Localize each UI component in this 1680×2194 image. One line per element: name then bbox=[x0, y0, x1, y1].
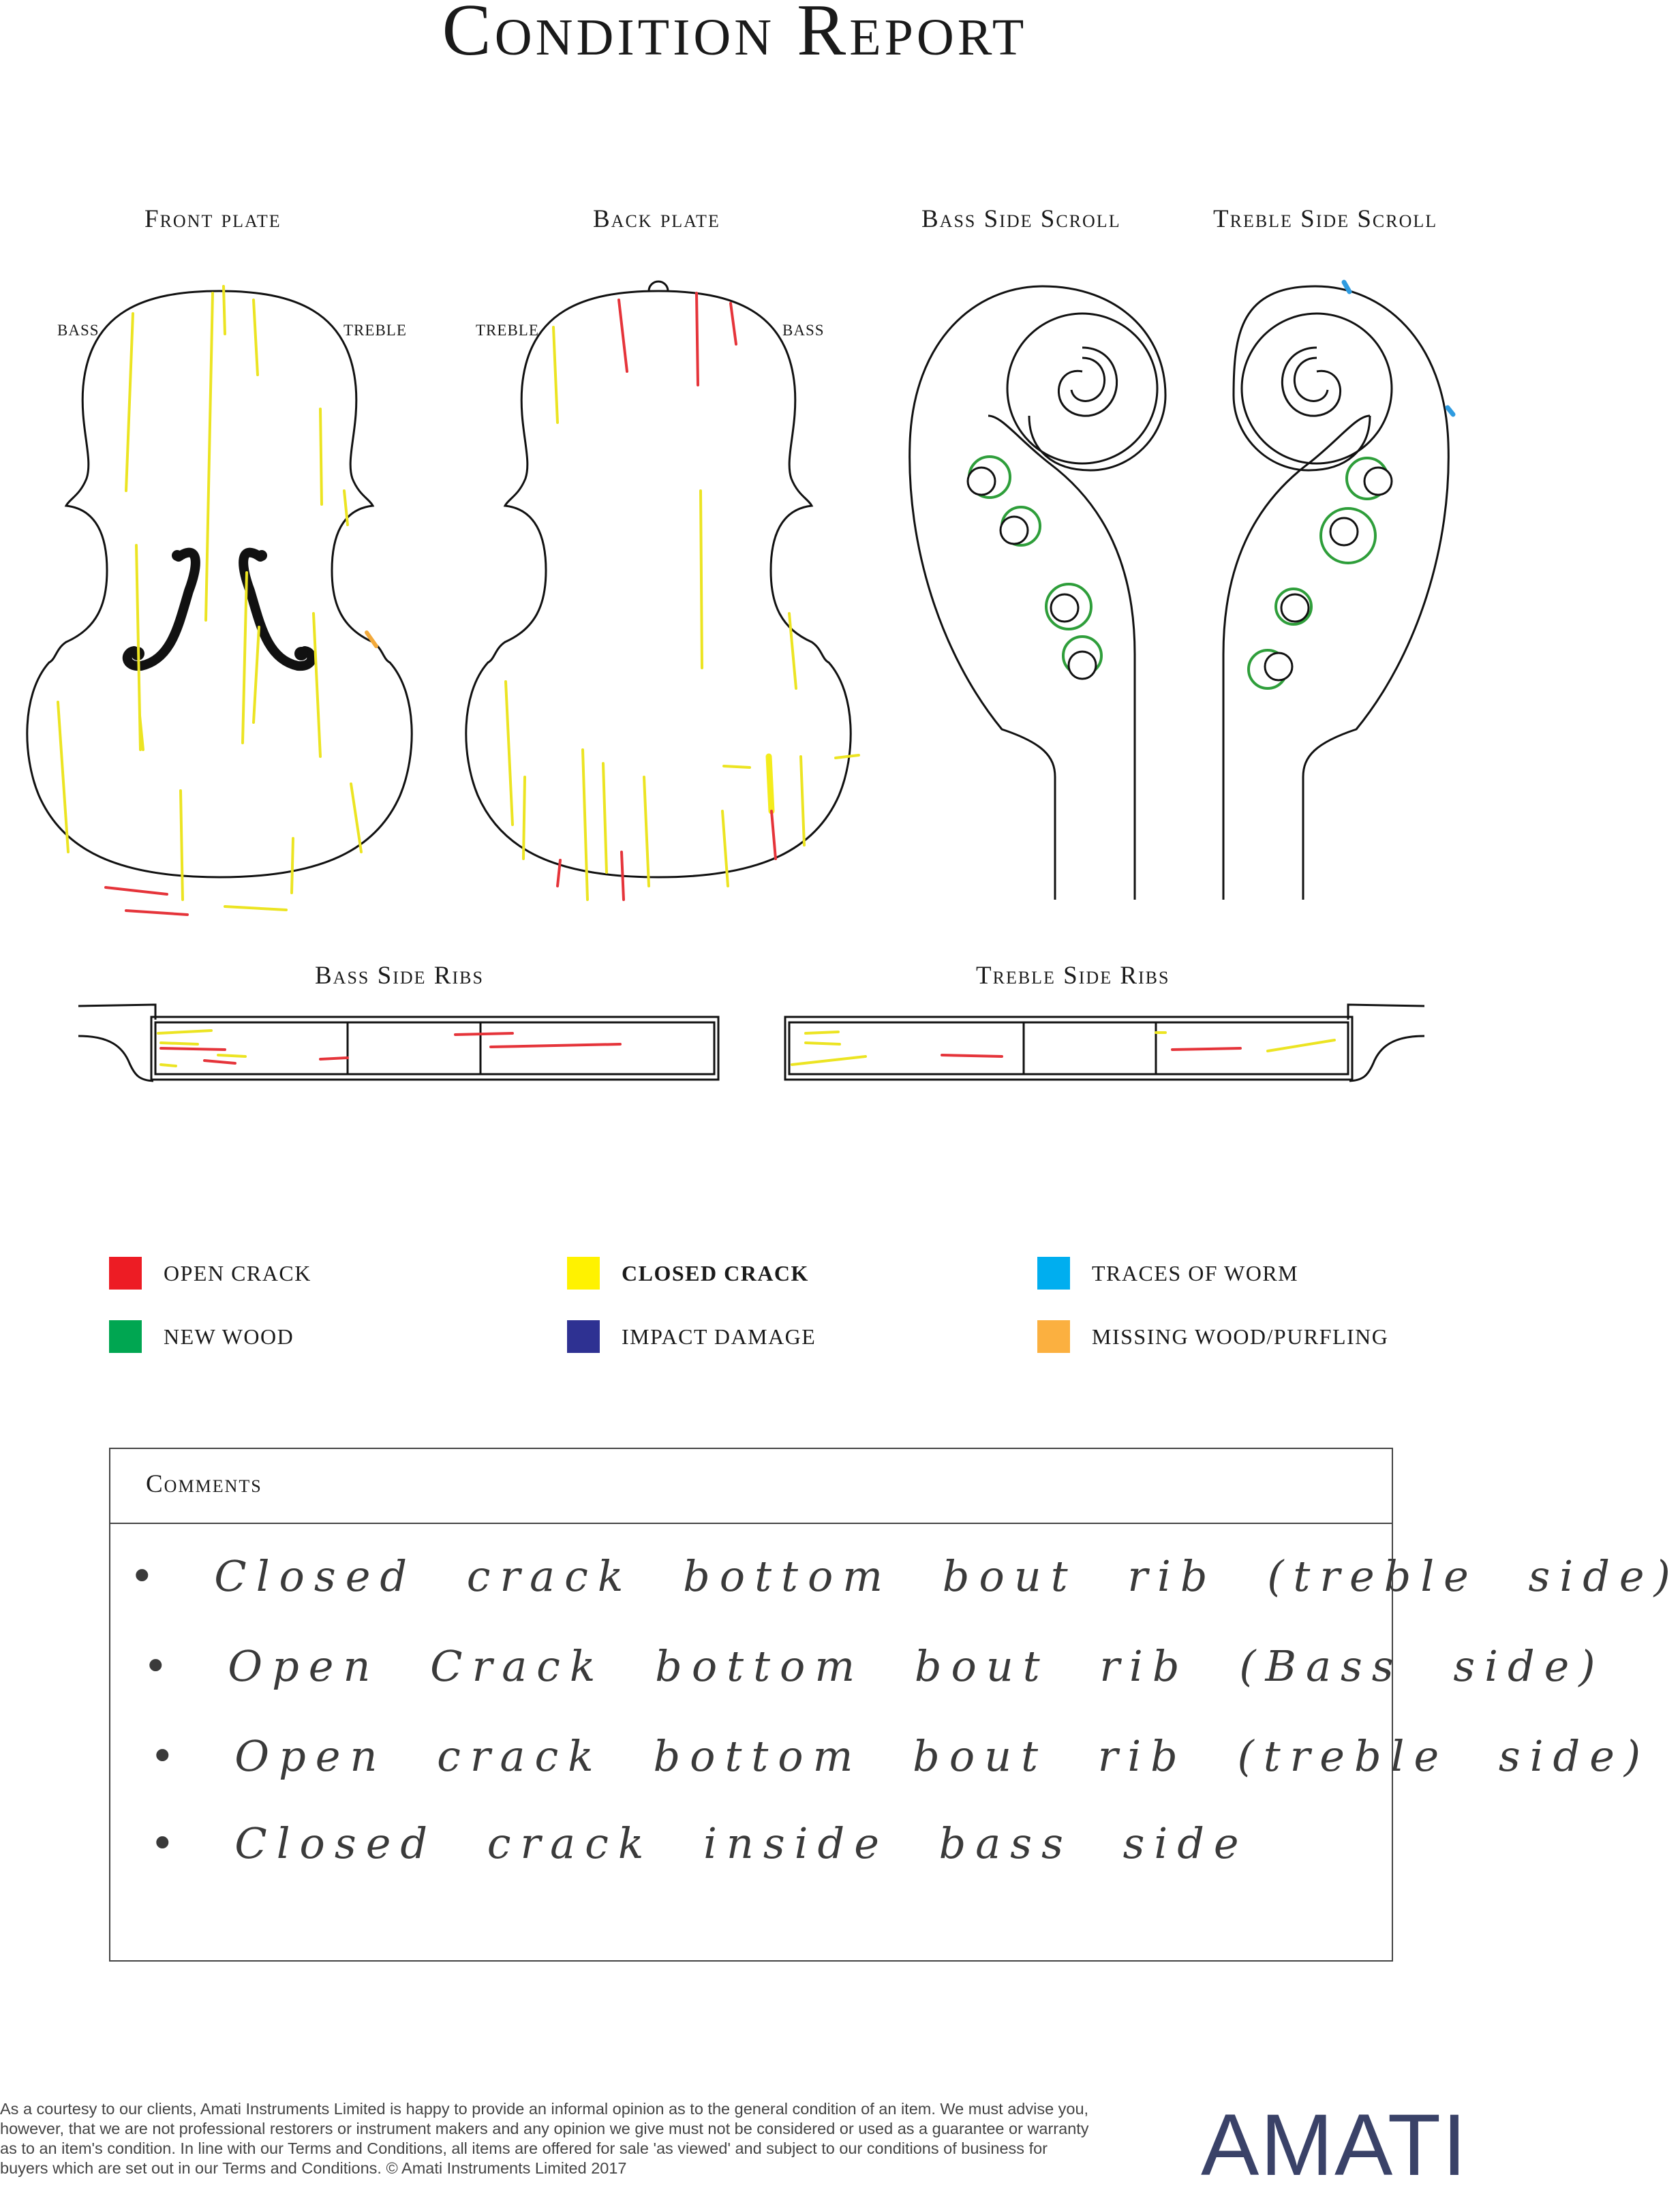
bass-side-scroll-drawing bbox=[910, 286, 1165, 900]
legend-label: CLOSED CRACK bbox=[622, 1260, 809, 1285]
page-title: Condition Report bbox=[442, 0, 1028, 71]
front-plate-bass-label: BASS bbox=[57, 322, 100, 339]
comment-line: • Closed crack inside bass side bbox=[150, 1818, 1249, 1868]
closed-crack-swatch bbox=[567, 1257, 600, 1290]
back-plate-heading: Back plate bbox=[593, 205, 720, 233]
legend-item-open-crack bbox=[109, 1257, 311, 1290]
legend-label: MISSING WOOD/PURFLING bbox=[1092, 1324, 1389, 1349]
legend-label: IMPACT DAMAGE bbox=[622, 1324, 816, 1349]
comment-line: • Open Crack bottom bout rib (Bass side) bbox=[143, 1641, 1605, 1691]
treble-side-ribs-drawing bbox=[785, 1005, 1424, 1081]
bass-side-scroll-peg-holes bbox=[968, 468, 1096, 679]
legend-item-missing-wood-purfling bbox=[1037, 1320, 1388, 1353]
front-plate-open-cracks bbox=[106, 887, 187, 915]
traces-of-worm-swatch bbox=[1037, 1257, 1070, 1290]
legend-item-traces-of-worm bbox=[1037, 1257, 1298, 1290]
treble-side-ribs-closed-cracks bbox=[792, 1032, 1334, 1065]
instrument-diagram bbox=[0, 0, 1469, 1104]
front-plate-drawing bbox=[27, 291, 412, 877]
new-wood-swatch bbox=[109, 1320, 142, 1353]
comment-line: • Open crack bottom bout rib (treble side) bbox=[150, 1731, 1651, 1781]
front-plate-heading: Front plate bbox=[144, 205, 281, 233]
back-plate-bass-label: BASS bbox=[782, 322, 825, 339]
legend-label: TRACES OF WORM bbox=[1092, 1260, 1299, 1285]
treble-side-scroll-heading: Treble Side Scroll bbox=[1213, 205, 1438, 233]
front-plate-treble-label: TREBLE bbox=[343, 322, 407, 339]
missing-wood-swatch bbox=[1037, 1320, 1070, 1353]
bass-side-scroll-heading: Bass Side Scroll bbox=[921, 205, 1121, 233]
legend-item-new-wood bbox=[109, 1320, 294, 1353]
open-crack-swatch bbox=[109, 1257, 142, 1290]
treble-side-scroll-drawing bbox=[1223, 286, 1448, 900]
comments-title: Comments bbox=[146, 1470, 262, 1498]
impact-damage-swatch bbox=[567, 1320, 600, 1353]
disclaimer-text: As a courtesy to our clients, Amati Instruments Limited is happy to provide an informal opinion as to the general condition of an item. We must advise you, however, that we are not professional restorers or instrument makers and any opinion we give must not be considered or used as a guarantee or warranty as to an item's condition. In line with our Terms and Conditions, all items are offered for sale 'as viewed' and subject to our conditions of business for buyers which are set out in our Terms and Conditions. © Amati Instruments Limited 2017 bbox=[0, 2100, 1089, 2177]
back-plate-treble-label: TREBLE bbox=[476, 322, 539, 339]
amati-logo: AMATI bbox=[1201, 2097, 1468, 2194]
treble-side-scroll-worm-traces bbox=[1344, 282, 1453, 414]
bass-side-ribs-open-cracks bbox=[161, 1033, 620, 1063]
legend-label: OPEN CRACK bbox=[164, 1260, 311, 1285]
legend-label: NEW WOOD bbox=[164, 1324, 294, 1349]
treble-side-scroll-new-wood bbox=[1249, 458, 1388, 688]
bass-side-ribs-heading: Bass Side Ribs bbox=[315, 962, 484, 990]
comments-box bbox=[109, 1448, 1680, 1962]
back-plate-open-cracks bbox=[558, 293, 776, 900]
back-plate-closed-cracks bbox=[506, 327, 859, 900]
back-plate-closed-crack-heavy bbox=[769, 757, 772, 811]
legend-item-impact-damage bbox=[567, 1320, 816, 1353]
comments-header bbox=[110, 1449, 1392, 1524]
comment-line: • Closed crack bottom bout rib (treble side) bbox=[129, 1551, 1680, 1601]
treble-side-ribs-heading: Treble Side Ribs bbox=[976, 962, 1170, 990]
treble-side-ribs-open-cracks bbox=[942, 1048, 1240, 1056]
legend-item-closed-crack bbox=[567, 1257, 809, 1290]
